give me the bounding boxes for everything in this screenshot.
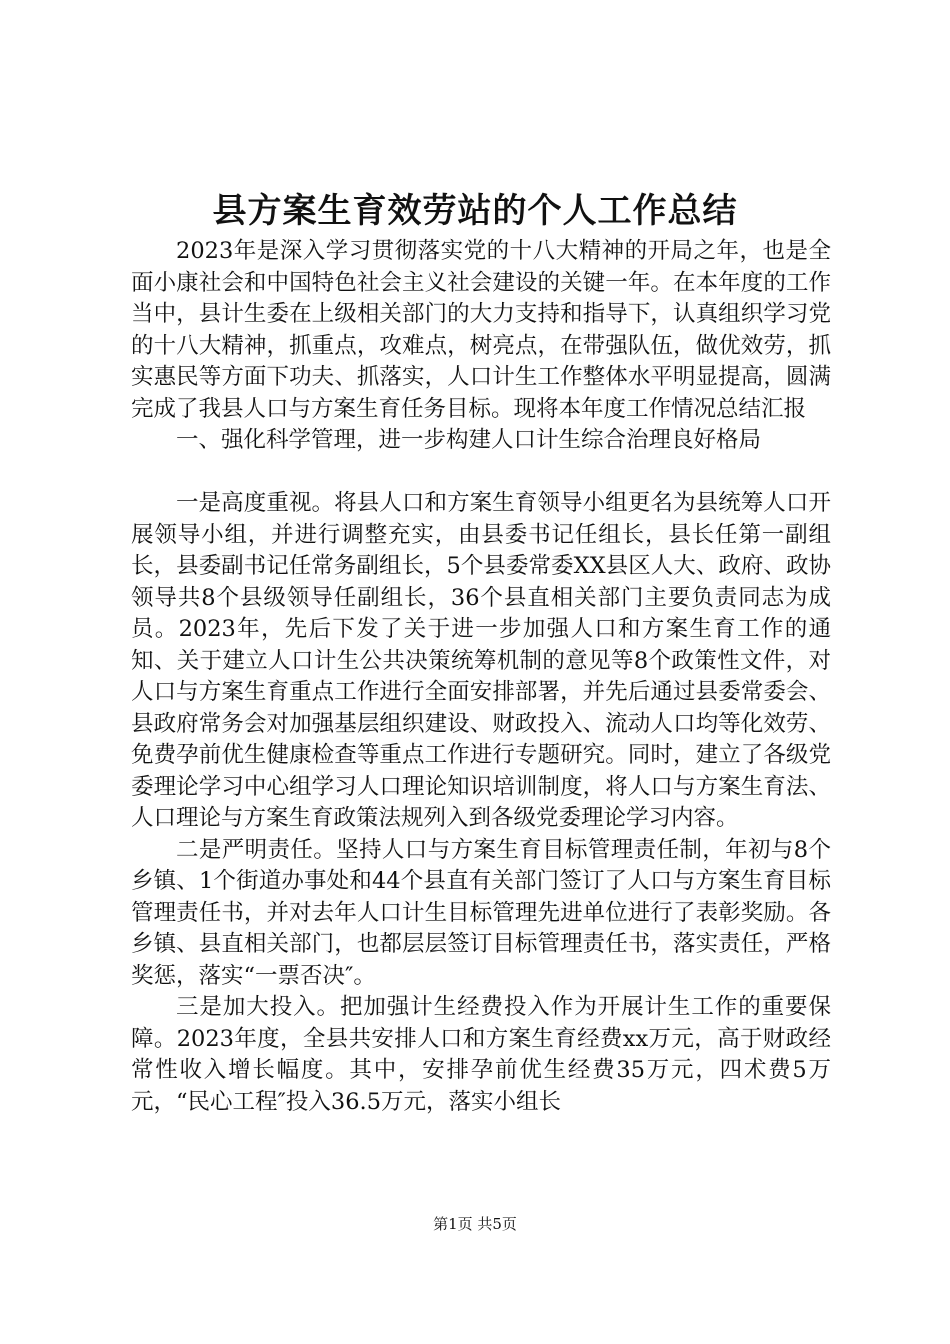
paragraph-emphasis: 一是高度重视。将县人口和方案生育领导小组更名为县统筹人口开展领导小组，并进行调整充实，由县委书记任组长，县长任第一副组长，县委副书记任常务副组长，5个县委常委XX县区人大、政府、政协领导共8个县级领导任副组长，36个县直相关部门主要负责同志为成员。2023年，先后下发了关于进一步加强人口和方案生育工作的通知、关于建立人口计生公共决策统筹机制的意见等8个政策性文件，对人口与方案生育重点工作进行全面安排部署，并先后通过县委常委会、县政府常务会对加强基层组织建设、财政投入、流动人口均等化效劳、免费孕前优生健康检查等重点工作进行专题研究。同时，建立了各级党委理论学习中心组学习人口理论知识培训制度，将人口与方案生育法、人口理论与方案生育政策法规列入到各级党委理论学习内容。: [131, 490, 831, 831]
document-title: 县方案生育效劳站的个人工作总结: [212, 191, 738, 231]
intro-paragraph: 2023年是深入学习贯彻落实党的十八大精神的开局之年，也是全面小康社会和中国特色社会主义社会建设的关键一年。在本年度的工作当中，县计生委在上级相关部门的大力支持和指导下，认真组织学习党的十八大精神，抓重点，攻难点，树亮点，在带强队伍，做优效劳，抓实惠民等方面下功夫、抓落实，人口计生工作整体水平明显提高，圆满完成了我县人口与方案生育任务目标。现将本年度工作情况总结汇报: [131, 238, 831, 422]
page-number: 第1页 共5页: [433, 1215, 517, 1233]
document-body: [131, 236, 831, 1118]
paragraph-responsibility: 二是严明责任。坚持人口与方案生育目标管理责任制，年初与8个乡镇、1个街道办事处和44个县直有关部门签订了人口与方案生育目标管理责任书，并对去年人口计生目标管理先进单位进行了表彰奖励。各乡镇、县直相关部门，也都层层签订目标管理责任书，落实责任，严格奖惩，落实“一票否决″。: [131, 836, 831, 989]
paragraph-investment: 三是加大投入。把加强计生经费投入作为开展计生工作的重要保障。2023年度，全县共安排人口和方案生育经费xx万元，高于财政经常性收入增长幅度。其中，安排孕前优生经费35万元，四术费5万元，“民心工程″投入36.5万元，落实小组长: [131, 994, 831, 1115]
section-heading: 一、强化科学管理，进一步构建人口计生综合治理良好格局: [176, 427, 762, 453]
